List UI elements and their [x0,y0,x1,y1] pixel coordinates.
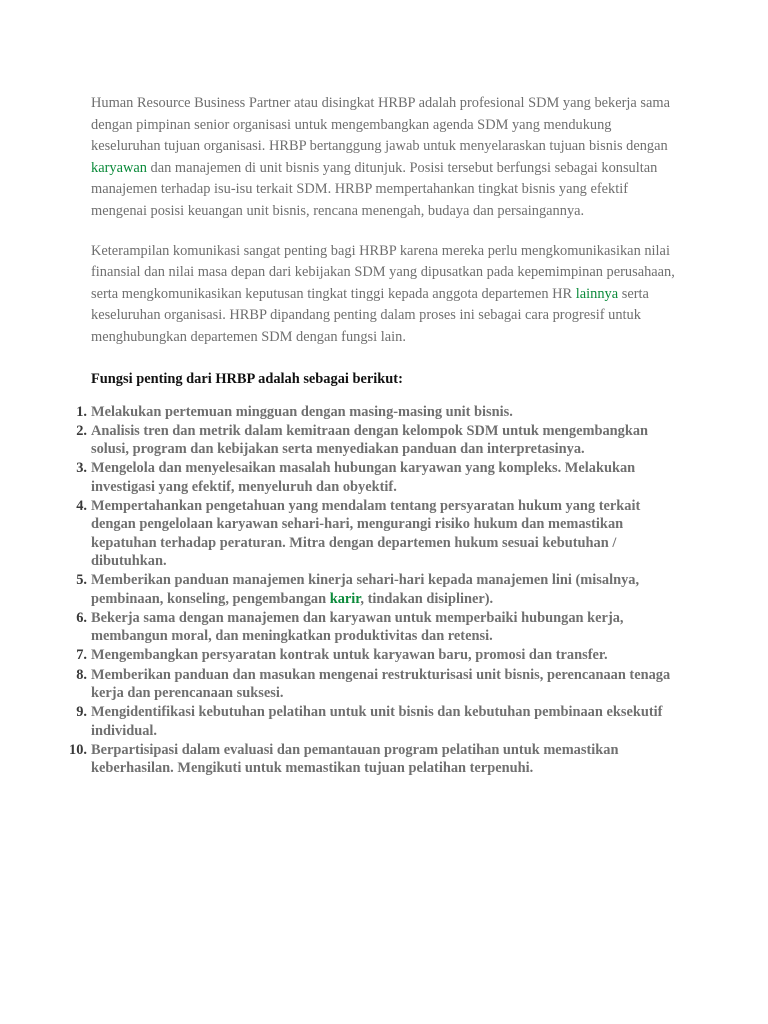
list-item [76,459,681,496]
list-item-number: 10. [69,741,87,758]
list-item-text: Mengembangkan persyaratan kontrak untuk karyawan baru, promosi dan transfer. [91,647,608,664]
list-item-text-b: , tindakan disipliner). [360,590,494,607]
link-karir[interactable]: karir [329,590,361,607]
list-item-text: Bekerja sama dengan manajemen dan karyawan untuk memperbaiki hubungan kerja, membangun moral, dan meningkatkan produktivitas dan retensi. [91,609,624,645]
paragraph-intro-text-a: Human Resource Business Partner atau disingkat HRBP adalah profesional SDM yang bekerja sama dengan pimpinan senior organisasi untuk mengembangkan agenda SDM yang mendukung keseluruhan tujuan organisasi. HRBP bertanggung jawab untuk menyelaraskan tujuan bisnis dengan [91,95,670,155]
link-karyawan[interactable]: karyawan [91,159,147,176]
list-item [76,403,681,421]
list-item-text: Analisis tren dan metrik dalam kemitraan dengan kelompok SDM untuk mengembangkan solusi, program dan kebijakan serta menyediakan panduan dan interpretasinya. [91,422,649,458]
paragraph-communication-text-b: serta keseluruhan organisasi. HRBP dipandang penting dalam proses ini sebagai cara progresif untuk menghubungkan departemen SDM dengan fungsi lain. [91,285,649,345]
list-item-number: 2. [76,422,87,439]
list-item [76,497,681,570]
document-body [69,93,681,778]
list-item [76,666,681,703]
list-item-number: 8. [76,666,87,683]
list-item [76,703,681,740]
section-heading: Fungsi penting dari HRBP adalah sebagai berikut: [91,370,403,387]
list-item-text: Berpartisipasi dalam evaluasi dan pemantauan program pelatihan untuk memastikan keberhasilan. Mengikuti untuk memastikan tujuan pelatihan terpenuhi. [91,741,619,777]
list-item-text: Melakukan pertemuan mingguan dengan masing-masing unit bisnis. [91,403,513,420]
list-item-number: 5. [76,572,87,589]
list-item-number: 1. [76,403,87,420]
link-lainnya[interactable]: lainnya [575,285,619,302]
list-item-text: Mengidentifikasi kebutuhan pelatihan untuk unit bisnis dan kebutuhan pembinaan eksekutif individual. [91,704,663,739]
list-item-text-a: Memberikan panduan manajemen kinerja sehari-hari kepada manajemen lini (misalnya, pembinaan, konseling, pengembangan [91,572,640,607]
paragraph-communication-text-a: Keterampilan komunikasi sangat penting bagi HRBP karena mereka perlu mengkomunikasikan nilai finansial dan nilai masa depan dari kebijakan SDM yang dipusatkan pada kepemimpinan perusahaan, serta mengkomunikasikan keputusan tingkat tinggi kepada anggota departemen HR [91,242,675,302]
list-item [69,741,681,778]
list-item [76,609,681,646]
paragraph-communication [91,241,681,349]
list-item [76,422,681,459]
list-item-number: 3. [76,460,87,477]
list-item-text: Mengelola dan menyelesaikan masalah hubungan karyawan yang kompleks. Melakukan investigasi yang efektif, menyeluruh dan obyektif. [91,460,636,495]
list-item-text: Memberikan panduan dan masukan mengenai restrukturisasi unit bisnis, perencanaan tenaga kerja dan perencanaan suksesi. [91,666,671,701]
list-item [76,571,681,608]
list-item [76,646,681,664]
list-item-number: 9. [76,704,87,721]
list-item-number: 4. [76,498,87,515]
functions-list [69,403,681,778]
paragraph-intro [91,93,681,223]
paragraph-intro-text-b: dan manajemen di unit bisnis yang ditunjuk. Posisi tersebut berfungsi sebagai konsultan manajemen terhadap isu-isu terkait SDM. HRBP mempertahankan tingkat bisnis yang efektif mengenai posisi keuangan unit bisnis, rencana menengah, budaya dan persaingannya. [91,159,658,219]
list-item-text: Mempertahankan pengetahuan yang mendalam tentang persyaratan hukum yang terkait dengan pengelolaan karyawan sehari-hari, mengurangi risiko hukum dan memastikan kepatuhan terhadap peraturan. Mitra dengan departemen hukum sesuai kebutuhan / dibutuhkan. [91,498,641,569]
list-item-number: 6. [76,609,87,626]
list-item-number: 7. [76,647,87,664]
